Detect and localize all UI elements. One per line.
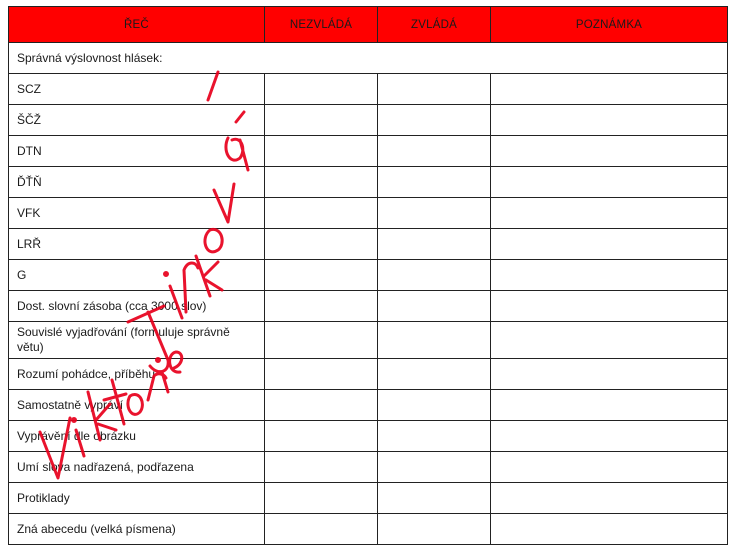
managing-cell[interactable] <box>378 229 491 260</box>
table-row <box>9 291 728 322</box>
table-row <box>9 74 728 105</box>
header-managing: ZVLÁDÁ <box>378 7 491 43</box>
table-row <box>9 136 728 167</box>
header-speech: ŘEČ <box>9 7 265 43</box>
row-label: Protiklady <box>9 483 265 514</box>
row-label: ĎŤŇ <box>9 167 265 198</box>
managing-cell[interactable] <box>378 390 491 421</box>
header-note: POZNÁMKA <box>491 7 728 43</box>
not-managing-cell[interactable] <box>265 452 378 483</box>
managing-cell[interactable] <box>378 74 491 105</box>
row-label: Samostatně vypráví <box>9 390 265 421</box>
row-label: VFK <box>9 198 265 229</box>
table-row <box>9 260 728 291</box>
managing-cell[interactable] <box>378 105 491 136</box>
managing-cell[interactable] <box>378 291 491 322</box>
note-cell[interactable] <box>491 198 728 229</box>
note-cell[interactable] <box>491 322 728 359</box>
not-managing-cell[interactable] <box>265 322 378 359</box>
managing-cell[interactable] <box>378 322 491 359</box>
note-cell[interactable] <box>491 167 728 198</box>
table-row <box>9 198 728 229</box>
note-cell[interactable] <box>491 421 728 452</box>
row-label: LRŘ <box>9 229 265 260</box>
table-row <box>9 483 728 514</box>
section-title: Správná výslovnost hlásek: <box>9 43 728 74</box>
not-managing-cell[interactable] <box>265 483 378 514</box>
not-managing-cell[interactable] <box>265 291 378 322</box>
table-row <box>9 514 728 545</box>
not-managing-cell[interactable] <box>265 167 378 198</box>
speech-assessment-form <box>8 6 727 545</box>
table-row <box>9 421 728 452</box>
row-label: Zná abecedu (velká písmena) <box>9 514 265 545</box>
note-cell[interactable] <box>491 514 728 545</box>
table-row <box>9 229 728 260</box>
row-label: DTN <box>9 136 265 167</box>
table-row <box>9 359 728 390</box>
note-cell[interactable] <box>491 74 728 105</box>
note-cell[interactable] <box>491 136 728 167</box>
row-label: Rozumí pohádce, příběhu <box>9 359 265 390</box>
header-not-managing: NEZVLÁDÁ <box>265 7 378 43</box>
header-row <box>9 7 728 43</box>
note-cell[interactable] <box>491 260 728 291</box>
row-label: ŠČŽ <box>9 105 265 136</box>
row-label: Vyprávění dle obrázku <box>9 421 265 452</box>
note-cell[interactable] <box>491 390 728 421</box>
managing-cell[interactable] <box>378 167 491 198</box>
note-cell[interactable] <box>491 291 728 322</box>
row-label: Dost. slovní zásoba (cca 3000 slov) <box>9 291 265 322</box>
row-label: Souvislé vyjadřování (formuluje správně větu) <box>9 322 265 359</box>
table-row <box>9 322 728 359</box>
managing-cell[interactable] <box>378 483 491 514</box>
not-managing-cell[interactable] <box>265 260 378 291</box>
note-cell[interactable] <box>491 452 728 483</box>
row-label: G <box>9 260 265 291</box>
section-row <box>9 43 728 74</box>
managing-cell[interactable] <box>378 421 491 452</box>
not-managing-cell[interactable] <box>265 359 378 390</box>
note-cell[interactable] <box>491 229 728 260</box>
row-label: Umí slova nadřazená, podřazena <box>9 452 265 483</box>
row-label: SCZ <box>9 74 265 105</box>
not-managing-cell[interactable] <box>265 390 378 421</box>
managing-cell[interactable] <box>378 359 491 390</box>
not-managing-cell[interactable] <box>265 136 378 167</box>
not-managing-cell[interactable] <box>265 198 378 229</box>
table-row <box>9 452 728 483</box>
table-row <box>9 105 728 136</box>
note-cell[interactable] <box>491 105 728 136</box>
note-cell[interactable] <box>491 483 728 514</box>
table-row <box>9 390 728 421</box>
managing-cell[interactable] <box>378 136 491 167</box>
not-managing-cell[interactable] <box>265 74 378 105</box>
managing-cell[interactable] <box>378 198 491 229</box>
assessment-table <box>8 6 728 545</box>
managing-cell[interactable] <box>378 260 491 291</box>
table-row <box>9 167 728 198</box>
managing-cell[interactable] <box>378 514 491 545</box>
not-managing-cell[interactable] <box>265 421 378 452</box>
managing-cell[interactable] <box>378 452 491 483</box>
not-managing-cell[interactable] <box>265 105 378 136</box>
note-cell[interactable] <box>491 359 728 390</box>
not-managing-cell[interactable] <box>265 514 378 545</box>
not-managing-cell[interactable] <box>265 229 378 260</box>
